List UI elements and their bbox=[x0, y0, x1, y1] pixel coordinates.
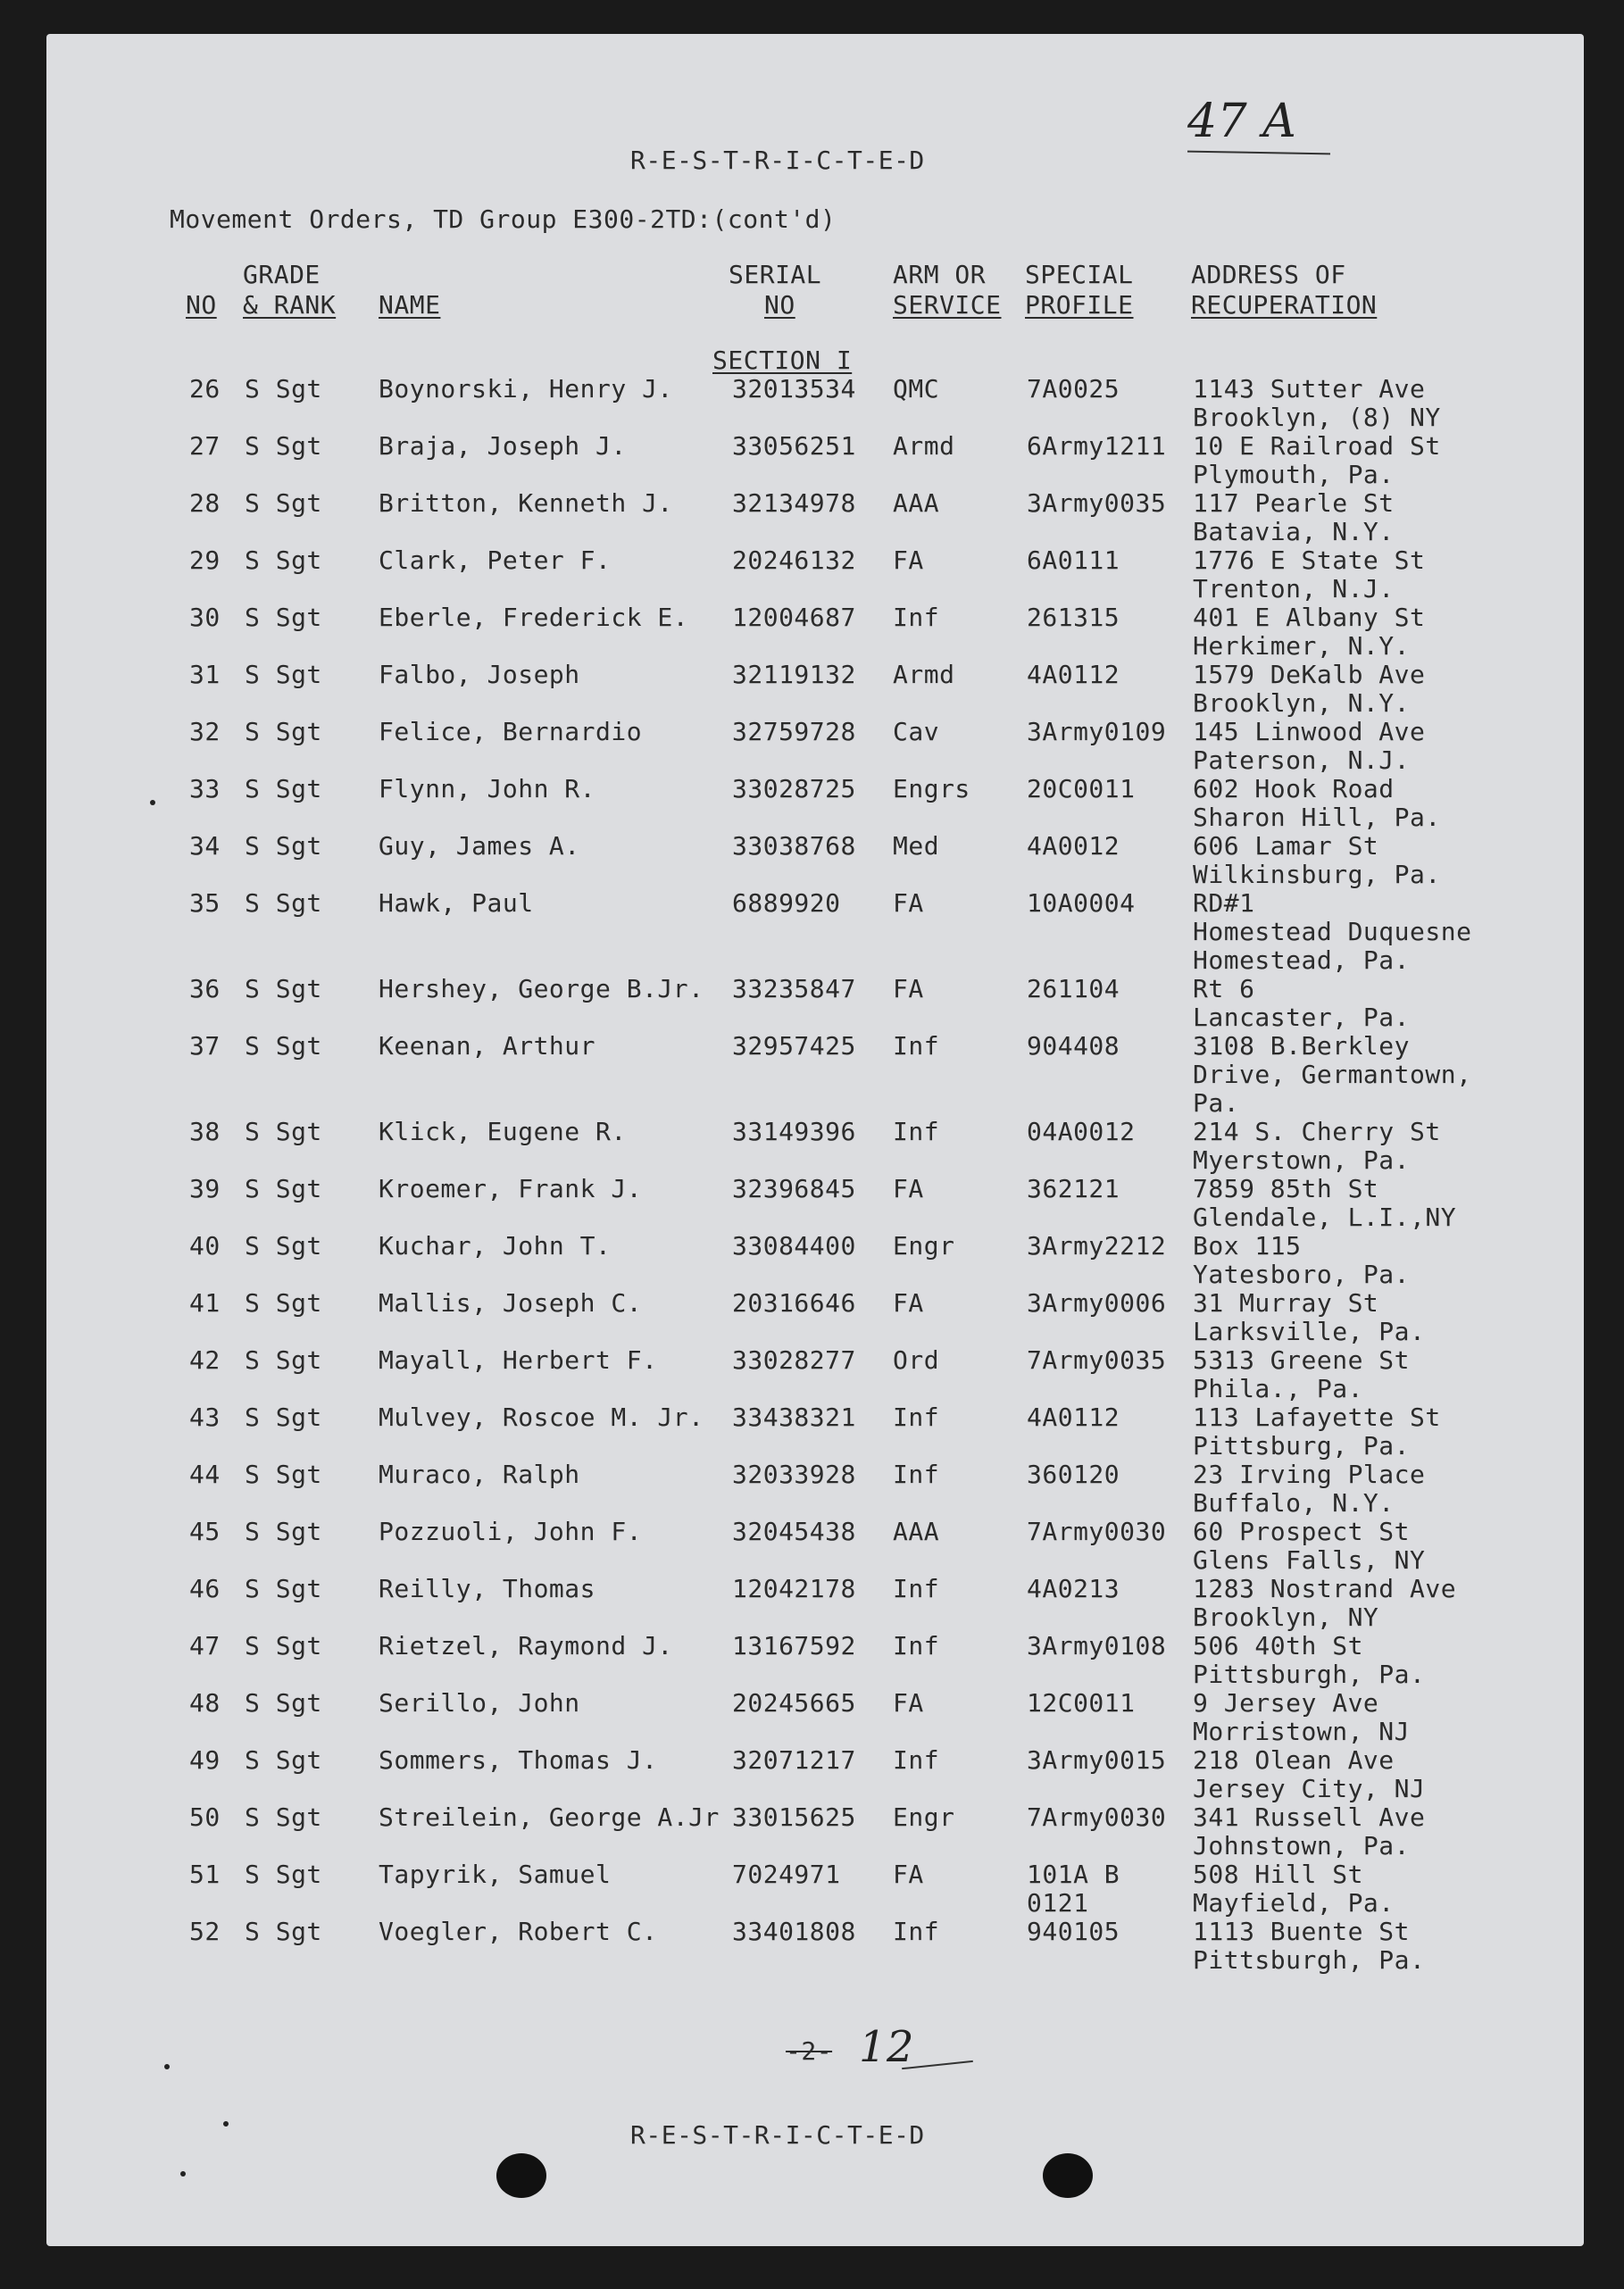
row-address-line: 1579 DeKalb Ave bbox=[1193, 660, 1426, 689]
row-name: Kuchar, John T. bbox=[379, 1231, 612, 1261]
punch-hole-left bbox=[496, 2153, 546, 2198]
row-address-line: Glendale, L.I.,NY bbox=[1193, 1203, 1457, 1232]
row-name: Tapyrik, Samuel bbox=[379, 1860, 612, 1889]
row-rank: S Sgt bbox=[245, 431, 322, 461]
row-number: 39 bbox=[189, 1174, 221, 1203]
row-number: 29 bbox=[189, 545, 221, 575]
row-number: 46 bbox=[189, 1574, 221, 1603]
header-serial-line2: NO bbox=[764, 290, 795, 320]
row-rank: S Sgt bbox=[245, 1403, 322, 1432]
row-number: 43 bbox=[189, 1403, 221, 1432]
row-address-line: Brooklyn, NY bbox=[1193, 1602, 1379, 1632]
row-rank: S Sgt bbox=[245, 1574, 322, 1603]
row-number: 32 bbox=[189, 717, 221, 746]
row-arm: FA bbox=[893, 1174, 924, 1203]
row-address-line: 7859 85th St bbox=[1193, 1174, 1379, 1203]
row-rank: S Sgt bbox=[245, 1917, 322, 1946]
row-serial: 32033928 bbox=[732, 1460, 856, 1489]
handwritten-folio: 12 bbox=[859, 2022, 915, 2072]
row-arm: Inf bbox=[893, 1745, 940, 1775]
row-profile: 101A B 0121 bbox=[1027, 1860, 1120, 1918]
row-address-line: Sharon Hill, Pa. bbox=[1193, 803, 1441, 832]
row-rank: S Sgt bbox=[245, 974, 322, 1003]
row-rank: S Sgt bbox=[245, 1174, 322, 1203]
row-address-line: Plymouth, Pa. bbox=[1193, 460, 1395, 489]
row-arm: FA bbox=[893, 888, 924, 918]
row-address-line: Herkimer, N.Y. bbox=[1193, 631, 1411, 661]
row-number: 38 bbox=[189, 1117, 221, 1146]
row-profile: 12C0011 bbox=[1027, 1688, 1136, 1718]
row-name: Reilly, Thomas bbox=[379, 1574, 596, 1603]
document-subtitle: Movement Orders, TD Group E300-2TD:(cont'd) bbox=[170, 204, 837, 234]
row-rank: S Sgt bbox=[245, 717, 322, 746]
header-grade-line2: & RANK bbox=[243, 290, 337, 320]
row-name: Muraco, Ralph bbox=[379, 1460, 580, 1489]
row-name: Rietzel, Raymond J. bbox=[379, 1631, 673, 1661]
row-arm: Engrs bbox=[893, 774, 970, 803]
row-rank: S Sgt bbox=[245, 1288, 322, 1318]
row-arm: FA bbox=[893, 545, 924, 575]
row-number: 40 bbox=[189, 1231, 221, 1261]
row-serial: 32071217 bbox=[732, 1745, 856, 1775]
row-address-line: 218 Olean Ave bbox=[1193, 1745, 1395, 1775]
row-number: 45 bbox=[189, 1517, 221, 1546]
row-serial: 7024971 bbox=[732, 1860, 841, 1889]
handwritten-page-number: 47 A bbox=[1187, 95, 1297, 148]
row-address-line: Paterson, N.J. bbox=[1193, 745, 1411, 775]
row-rank: S Sgt bbox=[245, 374, 322, 404]
row-name: Flynn, John R. bbox=[379, 774, 596, 803]
row-serial: 32045438 bbox=[732, 1517, 856, 1546]
row-serial: 33084400 bbox=[732, 1231, 856, 1261]
speck bbox=[223, 2121, 229, 2127]
row-address-line: 508 Hill St bbox=[1193, 1860, 1363, 1889]
row-number: 35 bbox=[189, 888, 221, 918]
row-arm: Inf bbox=[893, 1574, 940, 1603]
row-address-line: 117 Pearle St bbox=[1193, 488, 1395, 518]
row-name: Clark, Peter F. bbox=[379, 545, 612, 575]
row-address-line: 23 Irving Place bbox=[1193, 1460, 1426, 1489]
row-arm: AAA bbox=[893, 1517, 940, 1546]
row-address-line: 1283 Nostrand Ave bbox=[1193, 1574, 1457, 1603]
row-arm: Med bbox=[893, 831, 940, 861]
row-address-line: Yatesboro, Pa. bbox=[1193, 1260, 1411, 1289]
row-profile: 7Army0030 bbox=[1027, 1517, 1167, 1546]
row-rank: S Sgt bbox=[245, 1802, 322, 1832]
row-arm: Inf bbox=[893, 1031, 940, 1061]
row-number: 52 bbox=[189, 1917, 221, 1946]
row-serial: 13167592 bbox=[732, 1631, 856, 1661]
row-address-line: 341 Russell Ave bbox=[1193, 1802, 1426, 1832]
row-rank: S Sgt bbox=[245, 1231, 322, 1261]
row-number: 51 bbox=[189, 1860, 221, 1889]
row-number: 34 bbox=[189, 831, 221, 861]
row-serial: 32119132 bbox=[732, 660, 856, 689]
row-arm: Engr bbox=[893, 1231, 955, 1261]
row-address-line: Buffalo, N.Y. bbox=[1193, 1488, 1395, 1518]
row-address-line: 3108 B.Berkley bbox=[1193, 1031, 1411, 1061]
row-number: 33 bbox=[189, 774, 221, 803]
row-serial: 12042178 bbox=[732, 1574, 856, 1603]
row-name: Pozzuoli, John F. bbox=[379, 1517, 643, 1546]
row-arm: Inf bbox=[893, 603, 940, 632]
row-rank: S Sgt bbox=[245, 1460, 322, 1489]
row-rank: S Sgt bbox=[245, 660, 322, 689]
row-address-line: 1776 E State St bbox=[1193, 545, 1426, 575]
punch-hole-right bbox=[1043, 2153, 1093, 2198]
row-number: 44 bbox=[189, 1460, 221, 1489]
row-profile: 4A0112 bbox=[1027, 1403, 1120, 1432]
row-name: Kroemer, Frank J. bbox=[379, 1174, 643, 1203]
row-address-line: 602 Hook Road bbox=[1193, 774, 1395, 803]
row-address-line: 606 Lamar St bbox=[1193, 831, 1379, 861]
row-arm: Cav bbox=[893, 717, 940, 746]
row-rank: S Sgt bbox=[245, 1745, 322, 1775]
row-serial: 33015625 bbox=[732, 1802, 856, 1832]
row-address-line: Box 115 bbox=[1193, 1231, 1302, 1261]
row-name: Mulvey, Roscoe M. Jr. bbox=[379, 1403, 704, 1432]
row-arm: Inf bbox=[893, 1460, 940, 1489]
row-profile: 3Army0108 bbox=[1027, 1631, 1167, 1661]
row-address-line: Myerstown, Pa. bbox=[1193, 1145, 1411, 1175]
row-address-line: Brooklyn, N.Y. bbox=[1193, 688, 1411, 718]
row-name: Eberle, Frederick E. bbox=[379, 603, 689, 632]
row-number: 26 bbox=[189, 374, 221, 404]
row-profile: 261104 bbox=[1027, 974, 1120, 1003]
speck bbox=[150, 800, 155, 805]
row-address-line: 60 Prospect St bbox=[1193, 1517, 1411, 1546]
row-profile: 3Army0035 bbox=[1027, 488, 1167, 518]
row-serial: 6889920 bbox=[732, 888, 841, 918]
row-profile: 3Army0109 bbox=[1027, 717, 1167, 746]
row-profile: 904408 bbox=[1027, 1031, 1120, 1061]
row-serial: 32134978 bbox=[732, 488, 856, 518]
row-profile: 261315 bbox=[1027, 603, 1120, 632]
row-name: Keenan, Arthur bbox=[379, 1031, 596, 1061]
row-name: Falbo, Joseph bbox=[379, 660, 580, 689]
row-name: Mallis, Joseph C. bbox=[379, 1288, 643, 1318]
row-address-line: Homestead Duquesne bbox=[1193, 917, 1472, 946]
row-rank: S Sgt bbox=[245, 1345, 322, 1375]
row-profile: 7A0025 bbox=[1027, 374, 1120, 404]
row-name: Guy, James A. bbox=[379, 831, 580, 861]
header-arm-line1: ARM OR bbox=[893, 260, 987, 289]
row-number: 36 bbox=[189, 974, 221, 1003]
row-address-line: Pa. bbox=[1193, 1088, 1240, 1118]
row-rank: S Sgt bbox=[245, 888, 322, 918]
row-serial: 32013534 bbox=[732, 374, 856, 404]
row-arm: AAA bbox=[893, 488, 940, 518]
row-serial: 32759728 bbox=[732, 717, 856, 746]
row-arm: Engr bbox=[893, 1802, 955, 1832]
row-rank: S Sgt bbox=[245, 545, 322, 575]
row-number: 42 bbox=[189, 1345, 221, 1375]
row-arm: FA bbox=[893, 1860, 924, 1889]
row-address-line: 9 Jersey Ave bbox=[1193, 1688, 1379, 1718]
row-address-line: 1143 Sutter Ave bbox=[1193, 374, 1426, 404]
row-arm: FA bbox=[893, 974, 924, 1003]
row-arm: Inf bbox=[893, 1917, 940, 1946]
row-profile: 4A0213 bbox=[1027, 1574, 1120, 1603]
row-rank: S Sgt bbox=[245, 1860, 322, 1889]
row-serial: 20246132 bbox=[732, 545, 856, 575]
row-address-line: Mayfield, Pa. bbox=[1193, 1888, 1395, 1918]
row-serial: 33149396 bbox=[732, 1117, 856, 1146]
row-address-line: Brooklyn, (8) NY bbox=[1193, 403, 1441, 432]
row-name: Serillo, John bbox=[379, 1688, 580, 1718]
row-number: 49 bbox=[189, 1745, 221, 1775]
row-profile: 3Army2212 bbox=[1027, 1231, 1167, 1261]
row-arm: Armd bbox=[893, 431, 955, 461]
speck bbox=[180, 2171, 186, 2177]
row-serial: 32957425 bbox=[732, 1031, 856, 1061]
row-serial: 33028277 bbox=[732, 1345, 856, 1375]
header-serial-line1: SERIAL bbox=[729, 260, 822, 289]
row-profile: 10A0004 bbox=[1027, 888, 1136, 918]
row-address-line: 1113 Buente St bbox=[1193, 1917, 1411, 1946]
row-serial: 33401808 bbox=[732, 1917, 856, 1946]
row-address-line: 145 Linwood Ave bbox=[1193, 717, 1426, 746]
row-rank: S Sgt bbox=[245, 1031, 322, 1061]
row-profile: 7Army0030 bbox=[1027, 1802, 1167, 1832]
row-rank: S Sgt bbox=[245, 831, 322, 861]
row-name: Felice, Bernardio bbox=[379, 717, 643, 746]
header-arm-line2: SERVICE bbox=[893, 290, 1002, 320]
row-serial: 33038768 bbox=[732, 831, 856, 861]
footer-page-number: -2- bbox=[786, 2036, 833, 2066]
row-rank: S Sgt bbox=[245, 603, 322, 632]
row-number: 41 bbox=[189, 1288, 221, 1318]
row-serial: 33056251 bbox=[732, 431, 856, 461]
header-grade-line1: GRADE bbox=[243, 260, 321, 289]
row-address-line: 401 E Albany St bbox=[1193, 603, 1426, 632]
row-serial: 32396845 bbox=[732, 1174, 856, 1203]
row-address-line: Drive, Germantown, bbox=[1193, 1060, 1472, 1089]
row-address-line: Batavia, N.Y. bbox=[1193, 517, 1395, 546]
row-address-line: Larksville, Pa. bbox=[1193, 1317, 1426, 1346]
classification-footer: R-E-S-T-R-I-C-T-E-D bbox=[630, 2120, 925, 2150]
row-profile: 3Army0015 bbox=[1027, 1745, 1167, 1775]
header-address-line1: ADDRESS OF bbox=[1191, 260, 1346, 289]
row-address-line: Lancaster, Pa. bbox=[1193, 1003, 1411, 1032]
row-rank: S Sgt bbox=[245, 1517, 322, 1546]
row-number: 28 bbox=[189, 488, 221, 518]
row-address-line: Pittsburgh, Pa. bbox=[1193, 1945, 1426, 1975]
row-name: Streilein, George A.Jr bbox=[379, 1802, 720, 1832]
row-serial: 33028725 bbox=[732, 774, 856, 803]
header-address-line2: RECUPERATION bbox=[1191, 290, 1378, 320]
row-rank: S Sgt bbox=[245, 1117, 322, 1146]
row-profile: 20C0011 bbox=[1027, 774, 1136, 803]
row-address-line: Morristown, NJ bbox=[1193, 1717, 1411, 1746]
row-profile: 7Army0035 bbox=[1027, 1345, 1167, 1375]
row-address-line: 5313 Greene St bbox=[1193, 1345, 1411, 1375]
row-address-line: Phila., Pa. bbox=[1193, 1374, 1363, 1403]
row-serial: 33235847 bbox=[732, 974, 856, 1003]
row-address-line: Glens Falls, NY bbox=[1193, 1545, 1426, 1575]
row-serial: 33438321 bbox=[732, 1403, 856, 1432]
row-address-line: Rt 6 bbox=[1193, 974, 1255, 1003]
row-address-line: 113 Lafayette St bbox=[1193, 1403, 1441, 1432]
row-arm: Inf bbox=[893, 1631, 940, 1661]
row-number: 31 bbox=[189, 660, 221, 689]
row-serial: 12004687 bbox=[732, 603, 856, 632]
row-number: 37 bbox=[189, 1031, 221, 1061]
row-name: Boynorski, Henry J. bbox=[379, 374, 673, 404]
row-address-line: Homestead, Pa. bbox=[1193, 945, 1411, 975]
header-special-line2: PROFILE bbox=[1025, 290, 1134, 320]
row-number: 50 bbox=[189, 1802, 221, 1832]
row-rank: S Sgt bbox=[245, 1688, 322, 1718]
row-number: 30 bbox=[189, 603, 221, 632]
header-no: NO bbox=[186, 290, 217, 320]
row-arm: Ord bbox=[893, 1345, 940, 1375]
classification-header: R-E-S-T-R-I-C-T-E-D bbox=[630, 146, 925, 175]
row-rank: S Sgt bbox=[245, 774, 322, 803]
row-name: Voegler, Robert C. bbox=[379, 1917, 658, 1946]
row-name: Klick, Eugene R. bbox=[379, 1117, 627, 1146]
row-name: Hawk, Paul bbox=[379, 888, 534, 918]
row-rank: S Sgt bbox=[245, 488, 322, 518]
row-profile: 6A0111 bbox=[1027, 545, 1120, 575]
row-number: 48 bbox=[189, 1688, 221, 1718]
row-address-line: 31 Murray St bbox=[1193, 1288, 1379, 1318]
row-profile: 4A0012 bbox=[1027, 831, 1120, 861]
row-address-line: 214 S. Cherry St bbox=[1193, 1117, 1441, 1146]
row-profile: 3Army0006 bbox=[1027, 1288, 1167, 1318]
section-label: SECTION I bbox=[712, 345, 853, 375]
speck bbox=[164, 2064, 170, 2069]
row-arm: Inf bbox=[893, 1403, 940, 1432]
row-address-line: Trenton, N.J. bbox=[1193, 574, 1395, 603]
row-name: Britton, Kenneth J. bbox=[379, 488, 673, 518]
row-profile: 4A0112 bbox=[1027, 660, 1120, 689]
row-profile: 04A0012 bbox=[1027, 1117, 1136, 1146]
row-number: 27 bbox=[189, 431, 221, 461]
row-profile: 940105 bbox=[1027, 1917, 1120, 1946]
row-address-line: Johnstown, Pa. bbox=[1193, 1831, 1411, 1860]
row-address-line: Pittsburgh, Pa. bbox=[1193, 1660, 1426, 1689]
row-address-line: Pittsburg, Pa. bbox=[1193, 1431, 1411, 1461]
header-special-line1: SPECIAL bbox=[1025, 260, 1134, 289]
row-name: Sommers, Thomas J. bbox=[379, 1745, 658, 1775]
row-arm: FA bbox=[893, 1688, 924, 1718]
row-profile: 6Army1211 bbox=[1027, 431, 1167, 461]
row-name: Braja, Joseph J. bbox=[379, 431, 627, 461]
row-serial: 20245665 bbox=[732, 1688, 856, 1718]
header-name: NAME bbox=[379, 290, 441, 320]
row-arm: Inf bbox=[893, 1117, 940, 1146]
row-name: Mayall, Herbert F. bbox=[379, 1345, 658, 1375]
row-profile: 360120 bbox=[1027, 1460, 1120, 1489]
row-name: Hershey, George B.Jr. bbox=[379, 974, 704, 1003]
row-address-line: 506 40th St bbox=[1193, 1631, 1363, 1661]
row-serial: 20316646 bbox=[732, 1288, 856, 1318]
row-address-line: 10 E Railroad St bbox=[1193, 431, 1441, 461]
row-arm: FA bbox=[893, 1288, 924, 1318]
row-rank: S Sgt bbox=[245, 1631, 322, 1661]
row-address-line: Wilkinsburg, Pa. bbox=[1193, 860, 1441, 889]
row-address-line: RD#1 bbox=[1193, 888, 1255, 918]
row-profile: 362121 bbox=[1027, 1174, 1120, 1203]
row-address-line: Jersey City, NJ bbox=[1193, 1774, 1426, 1803]
row-arm: Armd bbox=[893, 660, 955, 689]
row-number: 47 bbox=[189, 1631, 221, 1661]
row-arm: QMC bbox=[893, 374, 940, 404]
